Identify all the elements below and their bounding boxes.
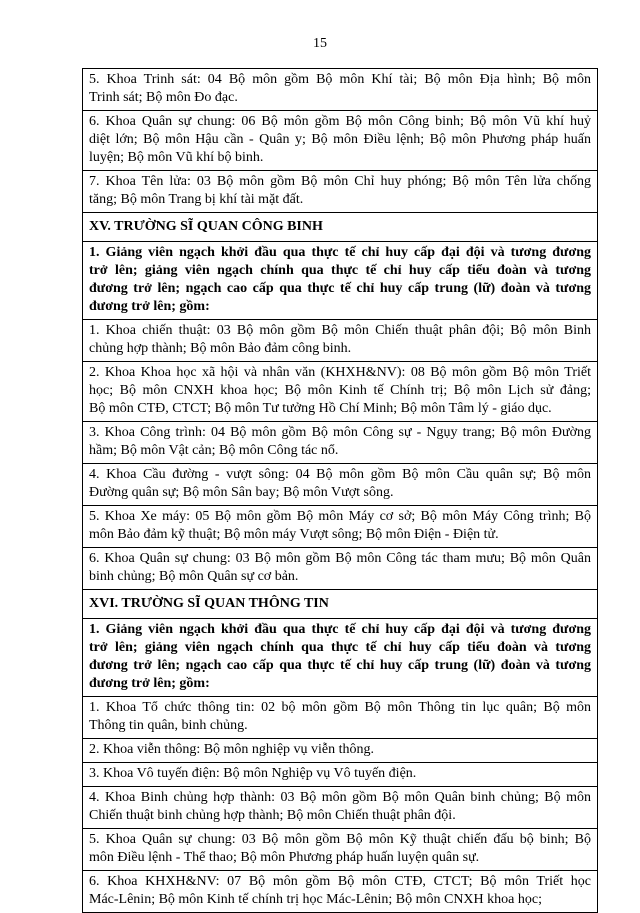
department-cell [83, 739, 598, 763]
table-row [83, 506, 598, 548]
text-line: luyện; Bộ môn Vũ khí bộ binh. [89, 150, 264, 165]
text-line: môn Điều lệnh - Thể thao; Bộ môn Phương pháp huấn luyện quân sự. [89, 850, 480, 865]
text-line: 4. Khoa Binh chủng hợp thành: 03 Bộ môn gồm Bộ môn Quân binh chủng; Bộ môn [89, 790, 591, 805]
text-line: 6. Khoa Quân sự chung: 06 Bộ môn gồm Bộ môn Công binh; Bộ môn Vũ khí huỷ [89, 114, 591, 129]
text-line: XVI. TRƯỜNG SĨ QUAN THÔNG TIN [89, 596, 329, 611]
text-line: 5. Khoa Trinh sát: 04 Bộ môn gồm Bộ môn Khí tài; Bộ môn Địa hình; Bộ môn [89, 72, 591, 87]
text-line: 5. Khoa Xe máy: 05 Bộ môn gồm Bộ môn Máy cơ sở; Bộ môn Máy Công trình; Bộ [89, 509, 591, 524]
text-line: 4. Khoa Cầu đường - vượt sông: 04 Bộ môn gồm Bộ môn Cầu quân sự; Bộ môn [89, 467, 591, 482]
department-cell [83, 171, 598, 213]
department-cell [83, 548, 598, 590]
text-line: 2. Khoa Khoa học xã hội và nhân văn (KHXH&NV): 08 Bộ môn gồm Bộ môn Triết [89, 365, 591, 380]
page-number: 15 [313, 36, 327, 51]
table-row [83, 362, 598, 422]
table-row [83, 763, 598, 787]
criteria-cell [83, 619, 598, 697]
text-line: đương trở lên; ngạch cao cấp qua thực tế chỉ huy cấp trung (lữ) đoàn và tương [89, 281, 591, 296]
text-line: đương trở lên; gồm: [89, 676, 210, 691]
text-line: Trinh sát; Bộ môn Đo đạc. [89, 90, 238, 105]
text-line: đương trở lên; ngạch cao cấp qua thực tế chỉ huy cấp trung (lữ) đoàn và tương [89, 658, 591, 673]
department-cell [83, 464, 598, 506]
text-line: học; Bộ môn CNXH khoa học; Bộ môn Kinh tế Chính trị; Bộ môn Lịch sử đảng; [89, 383, 591, 398]
text-line: 6. Khoa Quân sự chung: 03 Bộ môn gồm Bộ môn Công tác tham mưu; Bộ môn Quân [89, 551, 591, 566]
text-line: chủng hợp thành; Bộ môn Bảo đảm công binh. [89, 341, 352, 356]
table-row [83, 739, 598, 763]
text-line: 1. Khoa Tổ chức thông tin: 02 bộ môn gồm Bộ môn Thông tin lục quân; Bộ môn [89, 700, 591, 715]
text-line: binh chủng; Bộ môn Quân sự cơ bản. [89, 569, 299, 584]
text-line: môn Bảo đảm kỹ thuật; Bộ môn máy Vượt sông; Bộ môn Điện - Điện tử. [89, 527, 499, 542]
text-line: 1. Giảng viên ngạch khởi đầu qua thực tế chỉ huy cấp đại đội và tương đương [89, 622, 591, 637]
department-cell [83, 787, 598, 829]
text-line: 3. Khoa Vô tuyến điện: Bộ môn Nghiệp vụ Vô tuyến điện. [89, 766, 417, 781]
text-line: đương trở lên; gồm: [89, 299, 210, 314]
department-cell [83, 111, 598, 171]
text-line: 1. Giảng viên ngạch khởi đầu qua thực tế chỉ huy cấp đại đội và tương đương [89, 245, 591, 260]
table-row [83, 619, 598, 697]
department-cell [83, 362, 598, 422]
table-row [83, 464, 598, 506]
text-line: trở lên; giảng viên ngạch chính qua thực tế chỉ huy cấp tiểu đoàn và tương [89, 263, 591, 278]
text-line: 6. Khoa KHXH&NV: 07 Bộ môn gồm Bộ môn CTĐ, CTCT; Bộ môn Triết học [89, 874, 591, 889]
table-row [83, 548, 598, 590]
section-heading-row [83, 213, 598, 242]
department-cell [83, 871, 598, 913]
text-line: Thông tin quân, binh chủng. [89, 718, 248, 733]
text-line: Đường quân sự; Bộ môn Sân bay; Bộ môn Vượt sông. [89, 485, 394, 500]
section-heading-row [83, 590, 598, 619]
criteria-cell [83, 242, 598, 320]
department-cell [83, 829, 598, 871]
text-line: XV. TRƯỜNG SĨ QUAN CÔNG BINH [89, 219, 323, 234]
table-row [83, 422, 598, 464]
table-row [83, 111, 598, 171]
table-row [83, 871, 598, 913]
text-line: Mác-Lênin; Bộ môn Kinh tế chính trị học Mác-Lênin; Bộ môn CNXH khoa học; [89, 892, 542, 907]
table-row [83, 69, 598, 111]
table-row [83, 829, 598, 871]
text-line: 7. Khoa Tên lửa: 03 Bộ môn gồm Bộ môn Chỉ huy phóng; Bộ môn Tên lửa chống [89, 174, 591, 189]
department-cell [83, 69, 598, 111]
department-cell [83, 697, 598, 739]
section-heading-cell [83, 213, 598, 242]
text-line: Chiến thuật binh chủng hợp thành; Bộ môn Chiến thuật phân đội. [89, 808, 456, 823]
table-row [83, 697, 598, 739]
table-body [83, 69, 598, 913]
text-line: trở lên; giảng viên ngạch chính qua thực tế chỉ huy cấp tiểu đoàn và tương [89, 640, 591, 655]
table-row [83, 320, 598, 362]
document-table [82, 68, 598, 913]
text-line: 3. Khoa Công trình: 04 Bộ môn gồm Bộ môn Công sự - Ngụy trang; Bộ môn Đường [89, 425, 591, 440]
text-line: 1. Khoa chiến thuật: 03 Bộ môn gồm Bộ môn Chiến thuật phân đội; Bộ môn Binh [89, 323, 591, 338]
department-cell [83, 422, 598, 464]
text-line: hầm; Bộ môn Vật cản; Bộ môn Công tác nổ. [89, 443, 339, 458]
text-line: Bộ môn CTĐ, CTCT; Bộ môn Tư tưởng Hồ Chí Minh; Bộ môn Tâm lý - giáo dục. [89, 401, 552, 416]
department-cell [83, 763, 598, 787]
text-line: 2. Khoa viễn thông: Bộ môn nghiệp vụ viễn thông. [89, 742, 375, 757]
text-line: diệt lớn; Bộ môn Hậu cần - Quân y; Bộ môn Điều lệnh; Bộ môn Phương pháp huấn [89, 132, 591, 147]
text-line: tăng; Bộ môn Trang bị khí tài mặt đất. [89, 192, 304, 207]
table-row [83, 171, 598, 213]
table-row [83, 242, 598, 320]
text-line: 5. Khoa Quân sự chung: 03 Bộ môn gồm Bộ môn Kỹ thuật chiến đấu bộ binh; Bộ [89, 832, 591, 847]
section-heading-cell [83, 590, 598, 619]
department-cell [83, 320, 598, 362]
table-row [83, 787, 598, 829]
department-cell [83, 506, 598, 548]
